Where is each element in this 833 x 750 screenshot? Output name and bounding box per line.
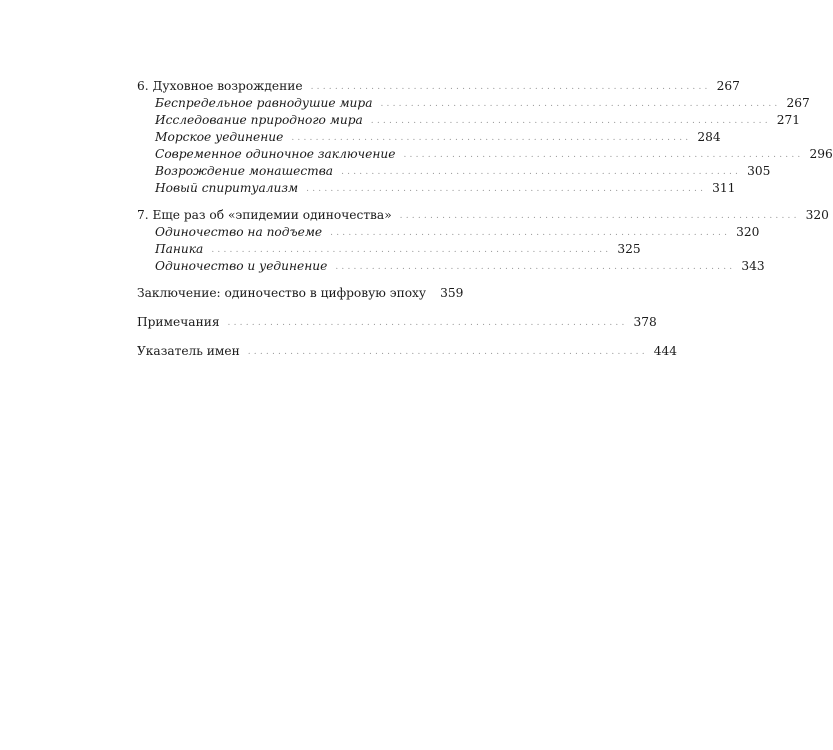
toc-entry-page: 311: [712, 181, 736, 195]
toc-subentry: [137, 180, 736, 197]
toc-entry-page: 325: [617, 242, 641, 256]
toc-entry-title: Одиночество на подъеме: [155, 225, 323, 239]
toc-entry-page: 305: [747, 164, 771, 178]
table-of-contents: [137, 78, 833, 360]
toc-entry-page: 267: [716, 79, 740, 93]
toc-index: [137, 343, 678, 360]
toc-subentry: [137, 163, 771, 180]
toc-entry-title: Паника: [155, 242, 204, 256]
toc-chapter-7: [137, 207, 829, 224]
toc-subentry: [137, 129, 721, 146]
toc-entry-page: 267: [786, 96, 810, 110]
toc-entry-title: Морское уединение: [155, 130, 284, 144]
toc-entry-page: 320: [805, 208, 829, 222]
toc-conclusion: [137, 285, 464, 302]
toc-subentry: [137, 112, 801, 129]
dot-leader: ..................................................................: [399, 211, 800, 221]
spacer: [137, 331, 449, 343]
toc-subentry: [137, 95, 810, 112]
dot-leader: ..................................................................: [291, 133, 692, 143]
toc-subentry: [137, 224, 760, 241]
toc-entry-page: 444: [653, 344, 678, 358]
toc-entry-title: Беспредельное равнодушие мира: [155, 96, 373, 110]
toc-entry-title: Возрождение монашества: [155, 164, 334, 178]
toc-subentry: [137, 146, 833, 163]
dot-leader: ..................................................................: [306, 184, 707, 194]
dot-leader: ..................................................................: [341, 167, 742, 177]
dot-leader: ..................................................................: [330, 228, 731, 238]
toc-entry-page: 378: [633, 315, 657, 329]
toc-entry-title: Указатель имен: [137, 344, 240, 358]
toc-entry-title: 7. Еще раз об «эпидемии одиночества»: [137, 208, 392, 222]
dot-leader: ..................................................................: [211, 245, 612, 255]
toc-entry-page: 359: [440, 286, 464, 300]
dot-leader: ..................................................................: [370, 116, 771, 126]
toc-entry-page: 343: [741, 259, 765, 273]
dot-leader: ..................................................................: [247, 347, 648, 357]
spacer: [137, 197, 449, 207]
toc-entry-page: 320: [736, 225, 760, 239]
toc-notes: [137, 314, 657, 331]
dot-leader: ..................................................................: [227, 318, 628, 328]
toc-entry-page: 296: [809, 147, 833, 161]
toc-entry-title: Одиночество и уединение: [155, 259, 328, 273]
toc-subentry: [137, 241, 641, 258]
toc-chapter-6: [137, 78, 740, 95]
toc-entry-page: 271: [776, 113, 801, 127]
toc-entry-page: 284: [697, 130, 721, 144]
dot-leader: ..................................................................: [380, 99, 781, 109]
toc-entry-title: Исследование природного мира: [155, 113, 363, 127]
dot-leader: ..................................................................: [335, 262, 736, 272]
toc-subentry: [137, 258, 765, 275]
toc-entry-title: Заключение: одиночество в цифровую эпоху: [137, 286, 427, 300]
dot-leader: ..................................................................: [310, 82, 711, 92]
spacer: [137, 275, 449, 285]
spacer: [137, 302, 449, 314]
toc-entry-title: Примечания: [137, 315, 220, 329]
toc-entry-title: Современное одиночное заключение: [155, 147, 396, 161]
dot-leader: ..................................................................: [403, 150, 804, 160]
toc-entry-title: Новый спиритуализм: [155, 181, 299, 195]
toc-entry-title: 6. Духовное возрождение: [137, 79, 303, 93]
